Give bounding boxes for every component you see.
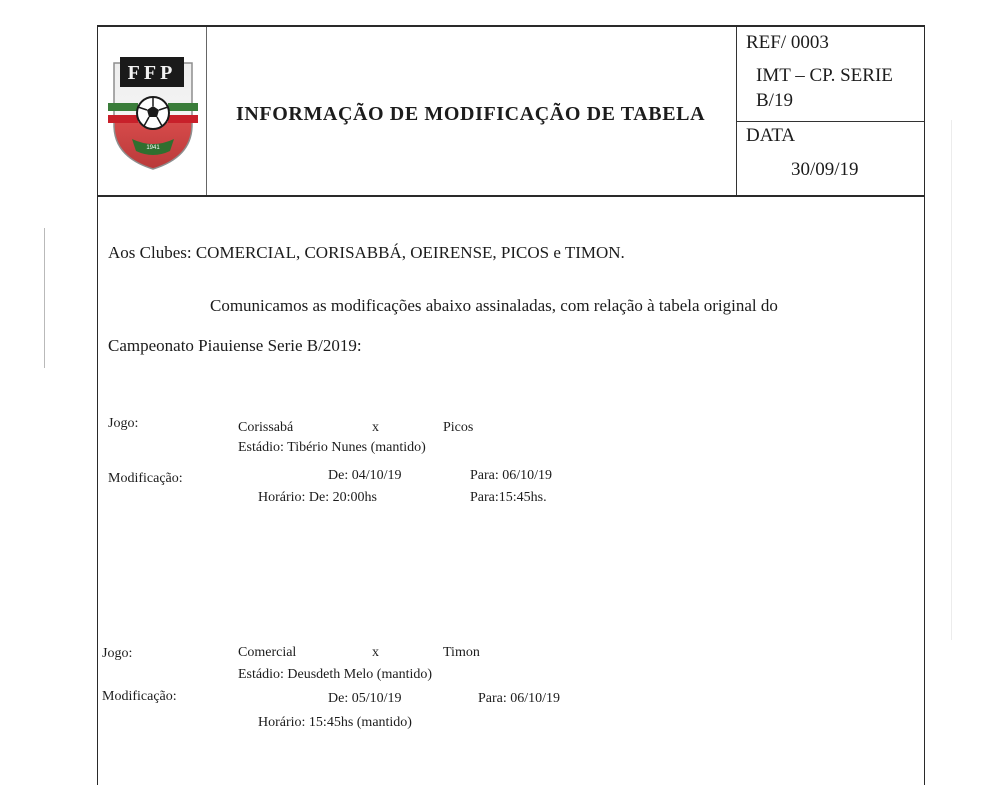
soccer-ball-icon xyxy=(137,97,169,129)
game-1-date-from: De: 04/10/19 xyxy=(328,468,402,483)
game-2-time-note: Horário: 15:45hs (mantido) xyxy=(258,715,412,730)
date-cell xyxy=(736,121,924,195)
game-1-stadium: Estádio: Tibério Nunes (mantido) xyxy=(238,440,426,455)
reference-code-line1: IMT – CP. SERIE xyxy=(756,65,893,86)
game-1-away-team: Picos xyxy=(443,420,474,435)
logo-cell xyxy=(98,27,207,195)
ffp-shield-logo xyxy=(98,27,206,195)
document-title: INFORMAÇÃO DE MODIFICAÇÃO DE TABELA xyxy=(236,103,706,125)
reference-cell xyxy=(736,27,924,122)
intro-paragraph-line1: Comunicamos as modificações abaixo assinaladas, com relação à tabela original do xyxy=(210,296,778,315)
game-1-label: Jogo: xyxy=(108,416,139,431)
document-page xyxy=(97,25,925,785)
game-1-versus: x xyxy=(372,420,379,435)
game-2-date-from: De: 05/10/19 xyxy=(328,691,402,706)
reference-code-line2: B/19 xyxy=(756,90,793,111)
title-cell xyxy=(206,27,737,195)
game-1-time-from: Horário: De: 20:00hs xyxy=(258,490,377,505)
logo-year: 1941 xyxy=(146,145,160,151)
game-1-modification-label: Modificação: xyxy=(108,471,183,486)
game-2-home-team: Comercial xyxy=(238,645,297,660)
intro-paragraph-line2: Campeonato Piauiense Serie B/2019: xyxy=(108,336,362,355)
game-1-home-team: Corissabá xyxy=(238,420,294,435)
scan-edge-left xyxy=(44,228,45,368)
game-2-away-team: Timon xyxy=(443,645,480,660)
game-1-time-to: Para:15:45hs. xyxy=(470,490,547,505)
recipients-line: Aos Clubes: COMERCIAL, CORISABBÁ, OEIRENSE, PICOS e TIMON. xyxy=(108,243,625,262)
reference-number: REF/ 0003 xyxy=(746,32,829,53)
document-header xyxy=(98,25,924,197)
game-1-date-to: Para: 06/10/19 xyxy=(470,468,553,483)
game-2-versus: x xyxy=(372,645,379,660)
logo-letters: FFP xyxy=(127,62,177,84)
game-2-label: Jogo: xyxy=(102,646,133,661)
scan-edge-right xyxy=(951,120,952,640)
game-2-stadium: Estádio: Deusdeth Melo (mantido) xyxy=(238,667,433,682)
game-2-modification-label: Modificação: xyxy=(102,689,177,704)
date-label: DATA xyxy=(746,125,796,146)
game-2-date-to: Para: 06/10/19 xyxy=(478,691,561,706)
date-value: 30/09/19 xyxy=(791,159,859,180)
